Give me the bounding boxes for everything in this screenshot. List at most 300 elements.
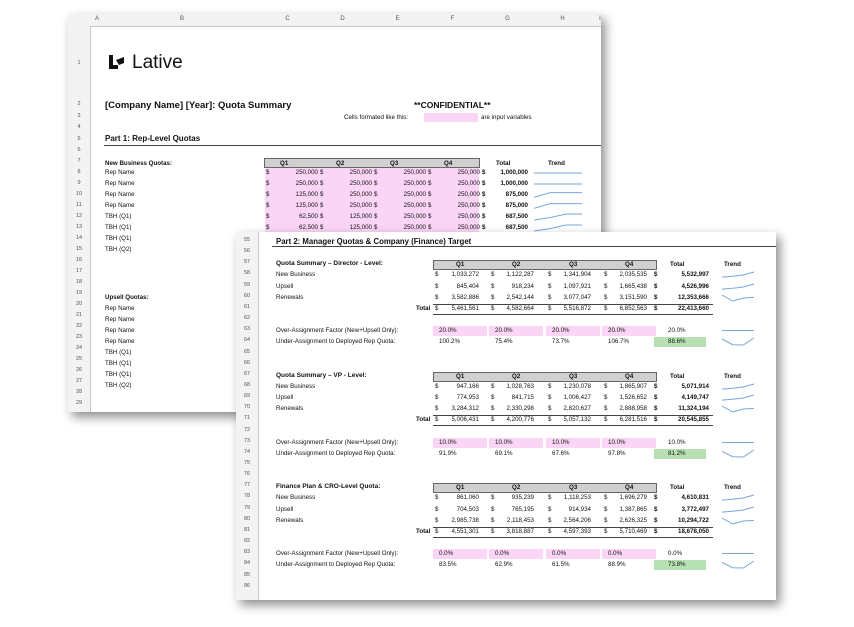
row-number[interactable]: 79 [243, 504, 251, 511]
total-header: Total [670, 484, 685, 492]
currency-symbol: $ [435, 282, 439, 290]
row-number[interactable]: 10 [75, 191, 83, 197]
grand-total: 22,413,660 [678, 304, 709, 312]
quota-cell: 1,696,279 [619, 494, 647, 502]
quota-cell: 2,330,298 [506, 405, 534, 413]
currency-symbol: $ [491, 416, 495, 424]
currency-symbol: $ [548, 304, 552, 312]
under-assignment-total: 88.6% [668, 338, 686, 346]
rep-name: TBH (Q2) [105, 246, 132, 253]
over-assignment-cell[interactable]: 10.0% [439, 438, 457, 446]
quota-cell[interactable]: 250,000 [457, 191, 480, 198]
row-number[interactable]: 62 [243, 315, 251, 322]
row-number[interactable]: 75 [243, 460, 251, 466]
row-number[interactable]: 59 [243, 281, 251, 288]
quarter-header: Q2 [336, 160, 345, 167]
trend-line [722, 450, 754, 457]
quarter-header-bar [433, 260, 657, 270]
quota-cell: 1,341,904 [563, 271, 591, 279]
quota-cell[interactable]: 250,000 [457, 224, 480, 231]
rep-name: Rep Name [105, 202, 135, 209]
quota-cell[interactable]: 125,000 [295, 191, 318, 198]
row-number[interactable]: 86 [243, 582, 251, 589]
row-number[interactable]: 76 [243, 471, 251, 478]
upsell-label: Upsell Quotas: [105, 294, 149, 301]
currency-symbol: $ [604, 527, 608, 535]
quota-cell[interactable]: 125,000 [349, 224, 372, 231]
row-number[interactable]: 65 [243, 348, 251, 355]
row-total: 11,324,194 [678, 405, 709, 413]
total-cell: 5,057,132 [563, 416, 591, 424]
over-assignment-cell[interactable]: 20.0% [495, 327, 513, 335]
under-assignment-label: Under-Assignment to Deployed Rep Quota: [276, 561, 396, 569]
column-label[interactable]: E [395, 16, 400, 22]
currency-symbol: $ [491, 304, 495, 312]
quota-cell: 861,060 [456, 494, 479, 502]
rep-name: TBH (Q1) [105, 349, 132, 356]
under-assignment-total: 81.2% [668, 449, 686, 457]
quota-cell[interactable]: 250,000 [349, 169, 372, 176]
currency-symbol: $ [604, 382, 608, 390]
row-number[interactable]: 7 [77, 158, 81, 164]
quota-cell[interactable]: 250,000 [349, 180, 372, 187]
lative-logo-icon [108, 55, 126, 71]
row-number[interactable]: 27 [75, 378, 83, 384]
row-number[interactable]: 1 [77, 60, 81, 66]
total-row-label: Total [416, 416, 431, 424]
quota-cell[interactable]: 250,000 [349, 191, 372, 198]
row-number[interactable]: 29 [75, 400, 83, 406]
currency-symbol: $ [604, 494, 608, 502]
line-item-name: Renewals [276, 293, 304, 301]
currency-symbol: $ [654, 505, 658, 513]
total-header: Total [670, 372, 685, 380]
grand-total: 20,545,855 [678, 416, 709, 424]
over-assignment-cell[interactable]: 0.0% [439, 550, 454, 558]
quota-cell: 845,404 [456, 282, 479, 290]
currency-symbol: $ [435, 271, 439, 279]
row-total: 10,294,722 [678, 516, 709, 524]
row-number[interactable]: 3 [77, 113, 81, 119]
currency-symbol: $ [482, 202, 486, 209]
trend-sparkline [722, 442, 754, 443]
quota-cell: 1,118,253 [563, 494, 591, 502]
quota-cell[interactable]: 250,000 [403, 191, 426, 198]
quarter-header: Q1 [456, 261, 465, 269]
total-cell: 4,200,776 [506, 416, 534, 424]
row-number[interactable]: 71 [243, 415, 251, 422]
trend-line [534, 225, 582, 231]
rep-name: Rep Name [105, 316, 135, 323]
row-number[interactable]: 60 [243, 292, 251, 299]
line-item-name: New Business [276, 271, 316, 279]
currency-symbol: $ [491, 282, 495, 290]
section-divider [104, 145, 601, 146]
currency-symbol: $ [604, 516, 608, 524]
currency-symbol: $ [604, 282, 608, 290]
row-number[interactable]: 78 [243, 493, 251, 500]
trend-sparkline [534, 203, 582, 209]
rep-name: Rep Name [105, 191, 135, 198]
quota-cell: 1,526,652 [619, 394, 647, 402]
sum-line [433, 537, 713, 538]
over-assignment-cell[interactable]: 10.0% [608, 438, 626, 446]
under-assignment-cell: 88.9% [608, 561, 626, 569]
under-assignment-cell: 91.9% [439, 449, 457, 457]
total-cell: 4,597,393 [563, 527, 591, 535]
under-assignment-cell: 75.4% [495, 338, 513, 346]
total-cell: 5,461,561 [451, 304, 479, 312]
over-assignment-total: 10.0% [668, 438, 686, 446]
column-header[interactable] [90, 14, 601, 27]
under-assignment-cell: 61.5% [552, 561, 570, 569]
over-assignment-cell[interactable]: 20.0% [608, 327, 626, 335]
column-label[interactable]: I [599, 16, 601, 22]
quarter-header: Q3 [569, 484, 578, 492]
currency-symbol: $ [548, 516, 552, 524]
row-number[interactable]: 20 [75, 301, 83, 307]
row-number[interactable]: 70 [243, 404, 251, 411]
row-number[interactable]: 11 [76, 202, 82, 208]
rep-name: TBH (Q2) [105, 382, 132, 389]
sheet-title: [Company Name] [Year]: Quota Summary [105, 100, 292, 111]
grand-total: 18,678,050 [678, 527, 709, 535]
row-number[interactable]: 22 [75, 323, 83, 329]
quota-cell[interactable]: 250,000 [349, 202, 372, 209]
over-assignment-cell[interactable]: 20.0% [439, 327, 457, 335]
row-number[interactable]: 83 [243, 549, 251, 556]
currency-symbol: $ [428, 169, 432, 176]
trend-sparkline [722, 406, 754, 412]
trend-sparkline [722, 553, 754, 554]
currency-symbol: $ [320, 224, 324, 231]
trend-header: Trend [548, 160, 565, 167]
quota-cell: 2,564,206 [563, 516, 591, 524]
row-number[interactable]: 85 [243, 571, 251, 578]
quota-cell: 1,033,272 [451, 271, 479, 279]
over-assignment-cell[interactable]: 10.0% [495, 438, 513, 446]
row-number[interactable]: 84 [243, 560, 251, 567]
currency-symbol: $ [654, 416, 658, 424]
trend-sparkline [722, 384, 754, 390]
currency-symbol: $ [374, 191, 378, 198]
row-header[interactable] [68, 14, 91, 412]
trend-sparkline [722, 561, 754, 568]
total-header: Total [496, 160, 511, 167]
trend-sparkline [722, 450, 754, 457]
total-cell: 5,516,872 [563, 304, 591, 312]
total-row-label: Total [416, 304, 431, 312]
total-cell: 4,582,664 [506, 304, 534, 312]
column-label[interactable]: H [560, 16, 565, 22]
new-business-label: New Business Quotas: [105, 160, 173, 167]
quota-cell[interactable]: 250,000 [457, 213, 480, 220]
currency-symbol: $ [428, 180, 432, 187]
currency-symbol: $ [374, 180, 378, 187]
quota-cell: 2,888,958 [619, 405, 647, 413]
sum-line [433, 425, 713, 426]
row-number[interactable]: 9 [77, 180, 81, 186]
over-assignment-cell[interactable]: 10.0% [552, 438, 570, 446]
row-number[interactable]: 67 [243, 370, 251, 377]
quota-cell: 3,582,886 [451, 293, 479, 301]
currency-symbol: $ [320, 180, 324, 187]
trend-sparkline [534, 214, 582, 220]
currency-symbol: $ [482, 180, 486, 187]
quota-cell[interactable]: 250,000 [403, 180, 426, 187]
row-number[interactable]: 57 [243, 259, 251, 266]
line-item-name: Upsell [276, 282, 294, 290]
currency-symbol: $ [435, 527, 439, 535]
currency-symbol: $ [604, 271, 608, 279]
input-sample-cell[interactable] [424, 113, 478, 122]
row-number[interactable]: 69 [243, 393, 251, 400]
column-label[interactable]: A [94, 16, 99, 22]
trend-sparkline [722, 338, 754, 345]
currency-symbol: $ [654, 494, 658, 502]
over-assignment-cell[interactable]: 20.0% [552, 327, 570, 335]
currency-symbol: $ [428, 202, 432, 209]
over-assignment-total: 20.0% [668, 327, 686, 335]
quota-cell[interactable]: 125,000 [349, 213, 372, 220]
quota-cell: 3,284,312 [451, 405, 479, 413]
row-number[interactable]: 16 [75, 257, 83, 263]
total-cell: 3,818,887 [506, 527, 534, 535]
quarter-header: Q1 [456, 372, 465, 380]
trend-line [722, 338, 754, 345]
column-label[interactable]: D [340, 16, 345, 22]
trend-sparkline [534, 225, 582, 231]
over-assignment-label: Over-Assignment Factor (New+Upsell Only): [276, 438, 399, 446]
row-number[interactable]: 77 [243, 482, 251, 489]
quota-cell[interactable]: 250,000 [457, 180, 480, 187]
row-number[interactable]: 58 [243, 270, 251, 277]
currency-symbol: $ [435, 394, 439, 402]
row-number[interactable]: 82 [243, 538, 251, 545]
quota-cell[interactable]: 250,000 [403, 213, 426, 220]
row-number[interactable]: 21 [75, 312, 83, 318]
row-total: 4,526,996 [681, 282, 709, 290]
currency-symbol: $ [320, 169, 324, 176]
row-number[interactable]: 64 [243, 337, 251, 344]
quota-cell: 2,035,535 [619, 271, 647, 279]
currency-symbol: $ [491, 527, 495, 535]
quota-cell: 765,195 [511, 505, 534, 513]
quota-cell: 774,953 [456, 394, 479, 402]
over-assignment-total: 0.0% [668, 550, 683, 558]
row-number[interactable]: 25 [75, 356, 83, 362]
under-assignment-label: Under-Assignment to Deployed Rep Quota: [276, 449, 396, 457]
under-assignment-cell: 83.5% [439, 561, 457, 569]
currency-symbol: $ [266, 202, 270, 209]
quarter-header: Q1 [280, 160, 289, 167]
currency-symbol: $ [374, 224, 378, 231]
currency-symbol: $ [548, 382, 552, 390]
quarter-header-bar [433, 372, 657, 382]
total-cell: 4,551,301 [451, 527, 479, 535]
row-total: 4,610,831 [681, 494, 709, 502]
column-label[interactable]: B [179, 16, 184, 22]
row-number[interactable]: 55 [243, 237, 251, 243]
quota-cell[interactable]: 62,500 [299, 213, 318, 220]
trend-line [722, 495, 754, 500]
row-number[interactable]: 14 [75, 235, 83, 241]
trend-sparkline [722, 284, 754, 290]
currency-symbol: $ [654, 304, 658, 312]
currency-symbol: $ [604, 405, 608, 413]
total-header: Total [670, 261, 685, 269]
row-number[interactable]: 8 [77, 169, 81, 175]
trend-line [722, 561, 754, 568]
row-number[interactable]: 13 [75, 224, 83, 230]
quota-cell[interactable]: 250,000 [295, 180, 318, 187]
trend-sparkline [722, 495, 754, 501]
currency-symbol: $ [482, 191, 486, 198]
under-assignment-cell: 67.6% [552, 449, 570, 457]
currency-symbol: $ [428, 213, 432, 220]
row-number[interactable]: 28 [75, 389, 83, 395]
currency-symbol: $ [435, 405, 439, 413]
row-number[interactable]: 26 [75, 367, 83, 373]
trend-line [722, 295, 754, 301]
quota-cell: 1,122,287 [506, 271, 534, 279]
quota-cell[interactable]: 250,000 [403, 202, 426, 209]
column-label[interactable]: G [505, 16, 510, 22]
trend-line [534, 193, 582, 198]
trend-sparkline [534, 170, 582, 176]
trend-line [722, 518, 754, 524]
total-row-label: Total [416, 527, 431, 535]
currency-symbol: $ [491, 293, 495, 301]
row-number[interactable]: 23 [75, 334, 83, 340]
under-assignment-cell: 73.7% [552, 338, 570, 346]
over-assignment-cell[interactable]: 0.0% [495, 550, 510, 558]
row-number[interactable]: 12 [75, 213, 83, 219]
quota-cell[interactable]: 250,000 [295, 169, 318, 176]
quarter-header: Q3 [569, 261, 578, 269]
row-total: 1,000,000 [500, 180, 528, 187]
block-title: Quota Summary – VP - Level: [276, 371, 367, 379]
currency-symbol: $ [491, 382, 495, 390]
currency-symbol: $ [266, 169, 270, 176]
row-total: 4,149,747 [681, 394, 709, 402]
line-item-name: Renewals [276, 516, 304, 524]
row-number[interactable]: 63 [243, 326, 251, 333]
quota-cell[interactable]: 62,500 [299, 224, 318, 231]
input-note-left: Cells formated like this: [344, 114, 408, 121]
currency-symbol: $ [491, 271, 495, 279]
quota-cell: 2,542,144 [506, 293, 534, 301]
currency-symbol: $ [482, 169, 486, 176]
row-header[interactable] [236, 232, 259, 600]
quota-cell: 3,151,590 [619, 293, 647, 301]
currency-symbol: $ [604, 394, 608, 402]
quarter-header: Q4 [625, 261, 634, 269]
over-assignment-cell[interactable]: 0.0% [608, 550, 623, 558]
currency-symbol: $ [266, 224, 270, 231]
trend-sparkline [722, 330, 754, 331]
currency-symbol: $ [548, 416, 552, 424]
quota-cell[interactable]: 125,000 [295, 202, 318, 209]
row-number[interactable]: 68 [243, 381, 251, 388]
quarter-header: Q4 [444, 160, 453, 167]
currency-symbol: $ [435, 293, 439, 301]
quota-cell: 2,626,325 [619, 516, 647, 524]
trend-header: Trend [724, 372, 741, 380]
row-number[interactable]: 4 [77, 124, 81, 130]
rep-name: TBH (Q1) [105, 213, 132, 220]
column-label[interactable]: C [285, 16, 290, 22]
trend-sparkline [722, 518, 754, 524]
quota-cell: 3,077,047 [563, 293, 591, 301]
row-number[interactable]: 73 [243, 437, 251, 444]
row-number[interactable]: 72 [243, 426, 251, 433]
row-number[interactable]: 15 [75, 246, 83, 252]
row-number[interactable]: 74 [243, 448, 251, 455]
row-number[interactable]: 61 [243, 303, 251, 310]
trend-line [722, 272, 754, 277]
section-divider [272, 246, 776, 247]
quota-cell[interactable]: 250,000 [457, 169, 480, 176]
over-assignment-cell[interactable]: 0.0% [552, 550, 567, 558]
row-number[interactable]: 18 [75, 279, 83, 285]
quota-cell[interactable]: 250,000 [403, 169, 426, 176]
row-number[interactable]: 2 [77, 101, 81, 107]
row-number[interactable]: 24 [75, 345, 83, 351]
trend-sparkline [722, 295, 754, 301]
quota-cell[interactable]: 250,000 [457, 202, 480, 209]
trend-sparkline [722, 507, 754, 513]
line-item-name: Renewals [276, 405, 304, 413]
currency-symbol: $ [482, 213, 486, 220]
row-number[interactable]: 66 [243, 359, 251, 366]
row-number[interactable]: 81 [243, 526, 251, 533]
quota-cell: 1,097,921 [563, 282, 591, 290]
part2-title: Part 2: Manager Quotas & Company (Finance) Target [276, 237, 472, 246]
currency-symbol: $ [435, 494, 439, 502]
currency-symbol: $ [435, 516, 439, 524]
currency-symbol: $ [428, 224, 432, 231]
row-number[interactable]: 17 [75, 268, 83, 274]
rep-name: TBH (Q1) [105, 371, 132, 378]
under-assignment-label: Under-Assignment to Deployed Rep Quota: [276, 338, 396, 346]
row-number[interactable]: 5 [77, 136, 81, 142]
row-number[interactable]: 56 [243, 248, 251, 255]
column-label[interactable]: F [450, 16, 455, 22]
currency-symbol: $ [654, 382, 658, 390]
currency-symbol: $ [491, 516, 495, 524]
quota-cell: 947,166 [456, 382, 479, 390]
row-number[interactable]: 6 [77, 147, 81, 153]
total-cell: 6,852,563 [619, 304, 647, 312]
trend-header: Trend [724, 261, 741, 269]
line-item-name: Upsell [276, 505, 294, 513]
row-number[interactable]: 80 [243, 515, 251, 522]
trend-sparkline [534, 181, 582, 187]
currency-symbol: $ [491, 494, 495, 502]
total-cell: 5,006,431 [451, 416, 479, 424]
rep-name: Rep Name [105, 327, 135, 334]
quota-cell: 935,239 [511, 494, 534, 502]
under-assignment-total: 73.8% [668, 561, 686, 569]
quota-cell: 2,820,627 [563, 405, 591, 413]
currency-symbol: $ [548, 394, 552, 402]
quota-cell[interactable]: 250,000 [403, 224, 426, 231]
trend-sparkline [534, 192, 582, 198]
row-total: 3,772,497 [681, 505, 709, 513]
row-number[interactable]: 19 [75, 290, 83, 296]
quota-cell: 2,118,453 [506, 516, 534, 524]
